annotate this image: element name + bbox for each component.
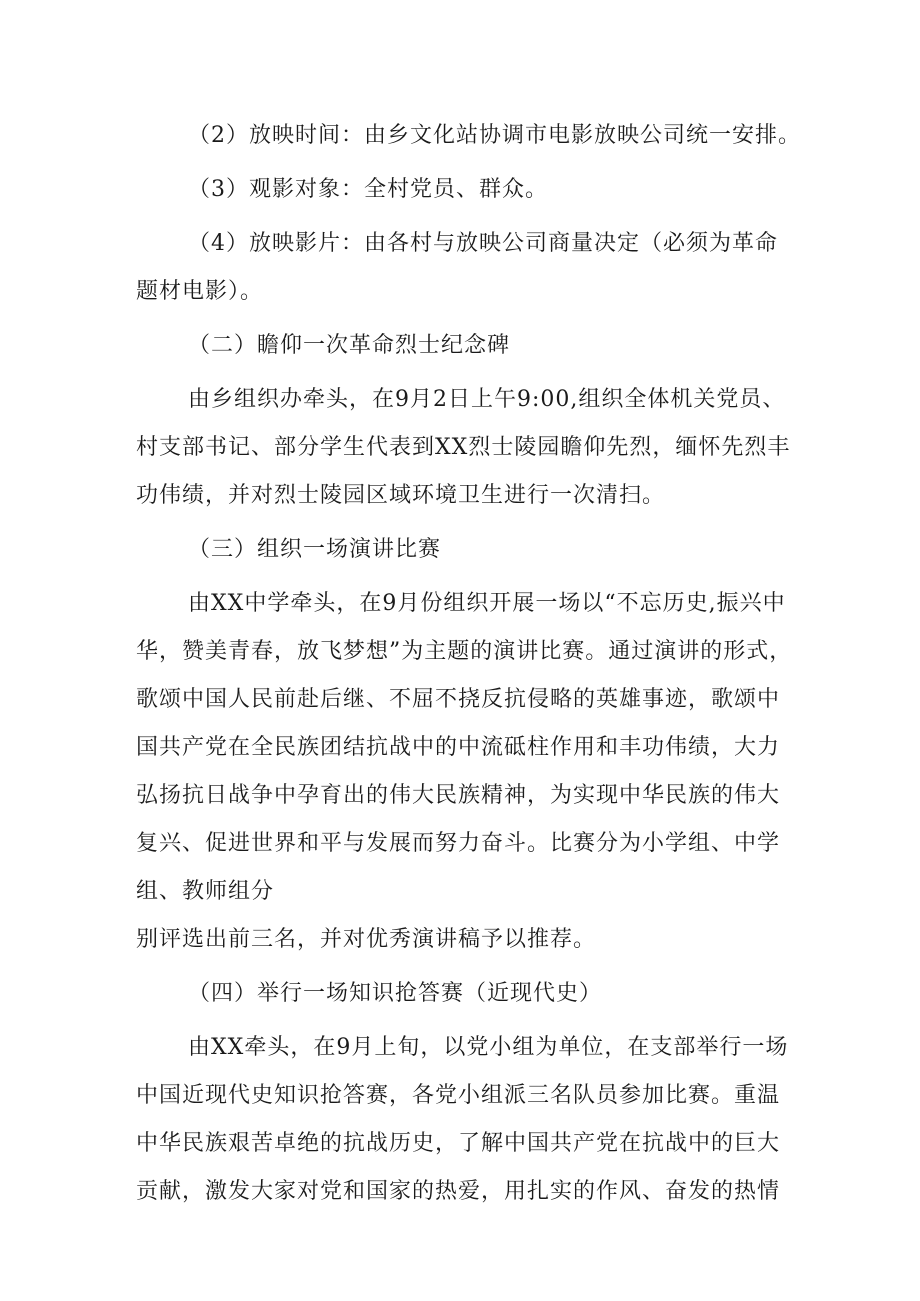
heading-speech-contest [136, 526, 796, 574]
heading-memorial-visit [136, 322, 796, 370]
paragraph-screening-time [136, 112, 801, 160]
paragraph-memorial-visit [136, 376, 796, 520]
paragraph-films [136, 220, 796, 316]
text-line: 弘扬抗日战争中孕育出的伟大民族精神，为实现中华民族的伟大 [136, 783, 781, 808]
paragraph-audience [136, 166, 796, 214]
section-heading: （三）组织一场演讲比赛 [188, 537, 442, 562]
text-line: （4）放映影片：由各村与放映公司商量决定（必须为革命 [188, 231, 778, 256]
document-body [136, 112, 801, 1216]
paragraph-quiz-contest [136, 1024, 796, 1216]
heading-quiz-contest [136, 970, 796, 1018]
text-line: 华，赞美青春，放飞梦想”为主题的演讲比赛。通过演讲的形式， [136, 639, 793, 664]
text-line: 国共产党在全民族团结抗战中的中流砥柱作用和丰功伟绩，大力 [136, 735, 781, 760]
section-heading: （四）举行一场知识抢答赛（近现代史） [188, 981, 603, 1006]
text-line: 由乡组织办牵头，在9月2日上午9:00,组织全体机关党员、 [188, 387, 786, 412]
text-line: 题材电影）。 [136, 279, 264, 304]
text-line: 贡献，激发大家对党和国家的热爱，用扎实的作风、奋发的热情 [136, 1179, 781, 1204]
text-line: 功伟绩，并对烈士陵园区域环境卫生进行一次清扫。 [136, 483, 666, 508]
paragraph-speech-contest [136, 580, 796, 964]
text-line: 村支部书记、部分学生代表到XX烈士陵园瞻仰先烈，缅怀先烈丰 [136, 435, 791, 460]
text-line: 组、教师组分 [136, 879, 275, 904]
text-line: 由XX牵头，在9月上旬，以党小组为单位，在支部举行一场 [188, 1035, 789, 1060]
text-line: （3）观影对象：全村党员、群众。 [188, 177, 548, 202]
text-line: 歌颂中国人民前赴后继、不屈不挠反抗侵略的英雄事迹，歌颂中 [136, 687, 781, 712]
text-line: 中国近现代史知识抢答赛，各党小组派三名队员参加比赛。重温 [136, 1083, 781, 1108]
section-heading: （二）瞻仰一次革命烈士纪念碑 [188, 333, 511, 358]
text-line: 别评选出前三名，并对优秀演讲稿予以推荐。 [136, 927, 597, 952]
text-line: 由XX中学牵头，在9月份组织开展一场以“不忘历史,振兴中 [188, 591, 786, 616]
text-line: 复兴、促进世界和平与发展而努力奋斗。比赛分为小学组、中学 [136, 831, 781, 856]
text-line: （2）放映时间：由乡文化站协调市电影放映公司统一安排。 [188, 123, 801, 148]
text-line: 中华民族艰苦卓绝的抗战历史，了解中国共产党在抗战中的巨大 [136, 1131, 781, 1156]
